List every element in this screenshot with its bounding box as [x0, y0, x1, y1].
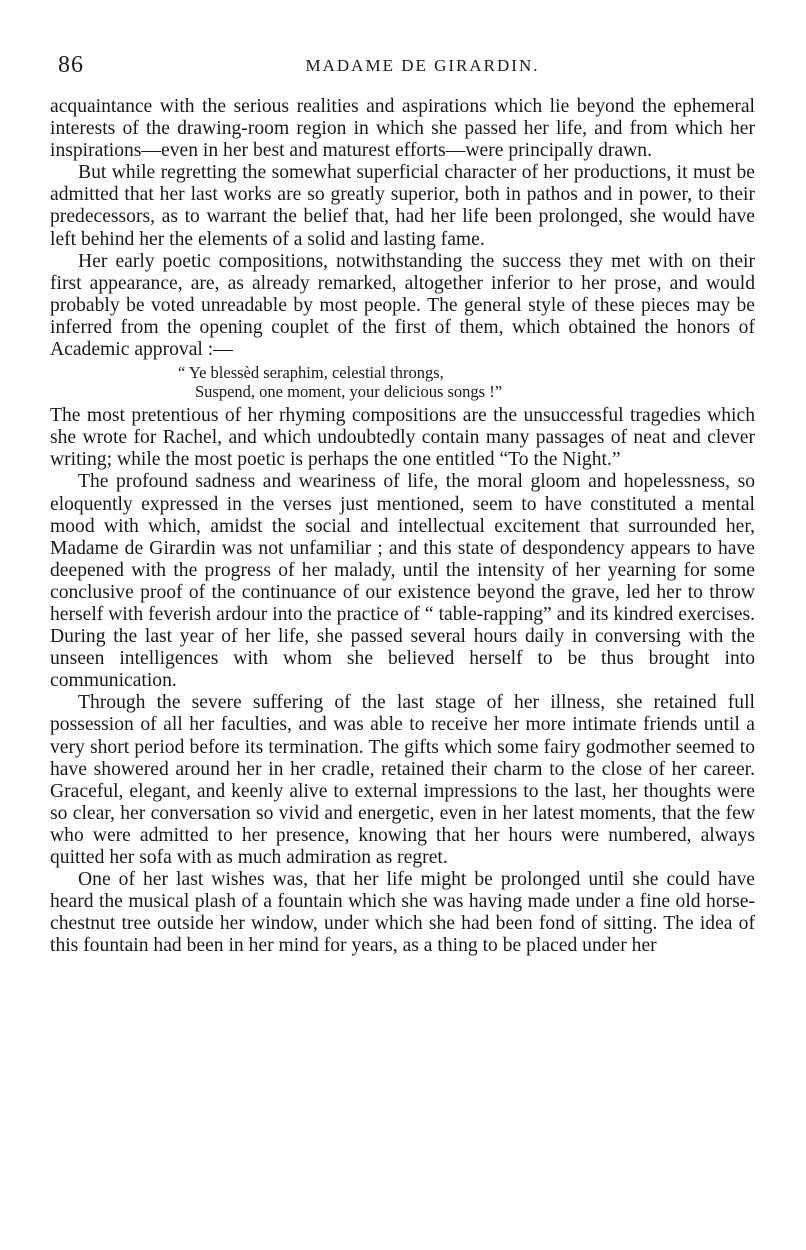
paragraph-4: The most pretentious of her rhyming compositions are the unsuccessful tragedies which she wrote for Rachel, and which undoubtedly contain many passages of neat and clever writing; while the most poetic is perhaps the one entitled “To the Night.” — [50, 405, 755, 471]
paragraph-2: But while regretting the somewhat superficial character of her productions, it must be admitted that her last works are so greatly superior, both in pathos and in power, to their predecessors, as to warrant the belief that, had her life been prolonged, she would have left behind her the elements of a solid and lasting fame. — [50, 162, 755, 250]
page-number: 86 — [58, 52, 84, 78]
paragraph-5: The profound sadness and weariness of life, the moral gloom and hopelessness, so eloquently expressed in the verses just mentioned, seem to have constituted a mental mood with which, amidst the social and intellectual excitement that surrounded her, Madame de Girardin was not unfamiliar ; and this state of despondency appears to have deepened with the progress of her malady, until the intensity of her yearning for some conclusive proof of the continuance of our existence beyond the grave, led her to throw herself with feverish ardour into the practice of “ table-rapping” and its kindred exercises. During the last year of her life, she passed several hours daily in conversing with the unseen intelligences with whom she believed herself to be thus brought into communication. — [50, 471, 755, 692]
paragraph-3: Her early poetic compositions, notwithstanding the success they met with on their first appearance, are, as already remarked, altogether inferior to her prose, and would probably be voted unreadable by most people. The general style of these pieces may be inferred from the opening couplet of the first of them, which obtained the honors of Academic approval :— — [50, 250, 755, 361]
running-title: MADAME DE GIRARDIN. — [305, 56, 540, 75]
verse-quotation — [50, 363, 755, 401]
running-head — [50, 52, 755, 82]
verse-line-1: “ Ye blessèd seraphim, celestial throngs, — [178, 363, 444, 383]
paragraph-6: Through the severe suffering of the last stage of her illness, she retained full possession of all her faculties, and was able to receive her more intimate friends until a very short period before its termination. The gifts which some fairy godmother seemed to have showered around her in her cradle, retained their charm to the close of her career. Graceful, elegant, and keenly alive to external impressions to the last, her thoughts were so clear, her conversation so vivid and energetic, even in her latest moments, that the few who were admitted to her presence, knowing that her hours were numbered, always quitted her sofa with as much admiration as regret. — [50, 692, 755, 868]
body-text — [50, 96, 755, 957]
verse-line-2: Suspend, one moment, your delicious songs !” — [195, 382, 503, 402]
paragraph-7: One of her last wishes was, that her life might be prolonged until she could have heard the musical plash of a fountain which she was having made under a fine old horse-chestnut tree outside her window, under which she had been fond of sitting. The idea of this fountain had been in her mind for years, as a thing to be placed under her — [50, 869, 755, 957]
paragraph-1: acquaintance with the serious realities and aspirations which lie beyond the ephemeral interests of the drawing-room region in which she passed her life, and from which her inspirations—even in her best and maturest efforts—were principally drawn. — [50, 96, 755, 162]
book-page — [50, 52, 755, 957]
